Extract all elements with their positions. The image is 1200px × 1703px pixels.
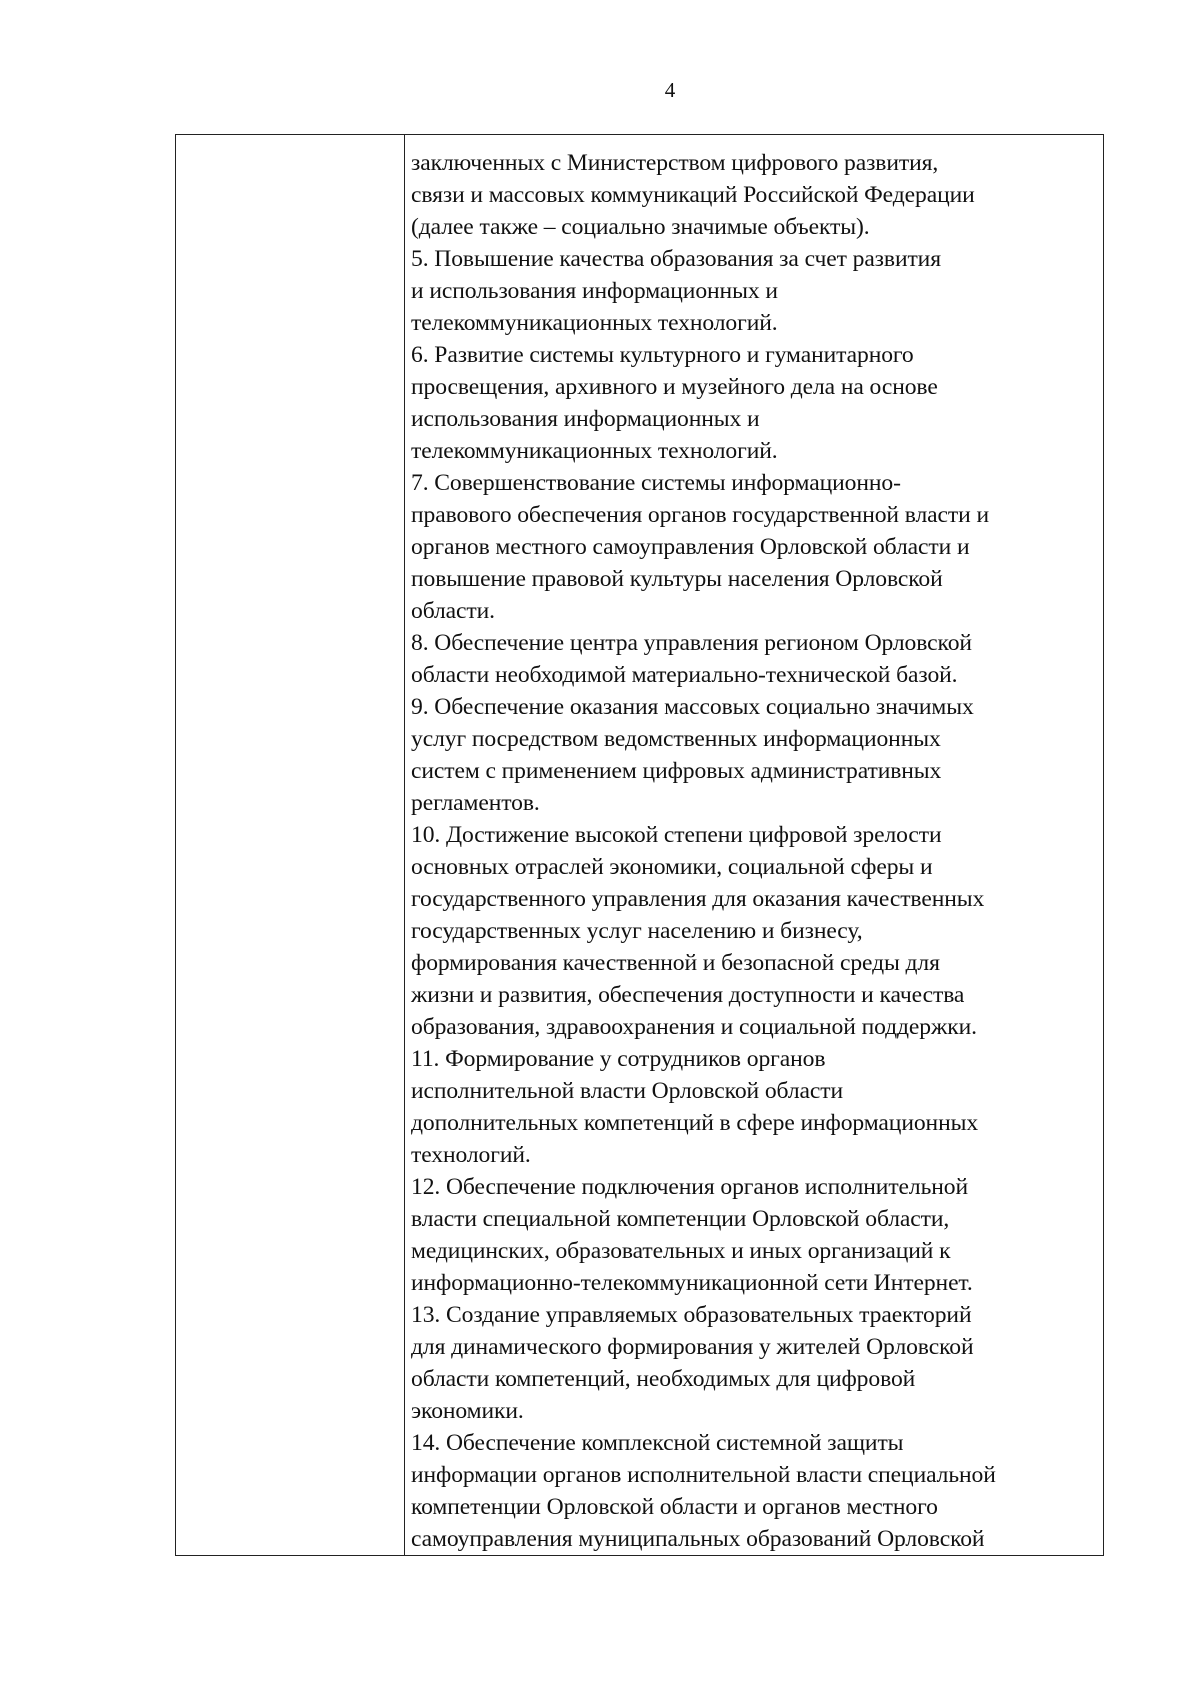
text-line: медицинских, образовательных и иных организаций к: [411, 1238, 951, 1264]
text-line: 5. Повышение качества образования за счет развития: [411, 246, 941, 272]
text-line: 14. Обеспечение комплексной системной защиты: [411, 1430, 904, 1456]
text-line: телекоммуникационных технологий.: [411, 438, 778, 464]
text-line: повышение правовой культуры населения Орловской: [411, 566, 943, 592]
text-line: дополнительных компетенций в сфере информационных: [411, 1110, 979, 1136]
text-line: 13. Создание управляемых образовательных траекторий: [411, 1302, 972, 1328]
text-line: просвещения, архивного и музейного дела на основе: [411, 374, 938, 400]
text-line: жизни и развития, обеспечения доступности и качества: [411, 982, 965, 1008]
text-line: власти специальной компетенции Орловской области,: [411, 1206, 950, 1232]
text-line: 8. Обеспечение центра управления регионом Орловской: [411, 630, 972, 656]
text-line: компетенции Орловской области и органов местного: [411, 1494, 938, 1520]
text-line: технологий.: [411, 1142, 531, 1168]
text-line: 9. Обеспечение оказания массовых социально значимых: [411, 694, 974, 720]
text-line: правового обеспечения органов государственной власти и: [411, 502, 989, 528]
text-line: (далее также – социально значимые объекты).: [411, 214, 870, 240]
text-line: регламентов.: [411, 790, 540, 816]
text-line: заключенных с Министерством цифрового развития,: [411, 150, 939, 176]
text-line: 12. Обеспечение подключения органов исполнительной: [411, 1174, 968, 1200]
text-line: формирования качественной и безопасной среды для: [411, 950, 940, 976]
text-line: государственного управления для оказания качественных: [411, 886, 985, 912]
text-line: для динамического формирования у жителей Орловской: [411, 1334, 974, 1360]
text-line: экономики.: [411, 1398, 524, 1424]
table-right-column: [405, 135, 1103, 1555]
text-line: телекоммуникационных технологий.: [411, 310, 778, 336]
text-line: образования, здравоохранения и социальной поддержки.: [411, 1014, 977, 1040]
text-line: информации органов исполнительной власти специальной: [411, 1462, 996, 1488]
text-line: 11. Формирование у сотрудников органов: [411, 1046, 826, 1072]
text-line: области необходимой материально-технической базой.: [411, 662, 958, 688]
document-table: [175, 134, 1104, 1556]
text-line: самоуправления муниципальных образований Орловской: [411, 1526, 985, 1552]
text-line: услуг посредством ведомственных информационных: [411, 726, 941, 752]
text-line: и использования информационных и: [411, 278, 778, 304]
text-line: исполнительной власти Орловской области: [411, 1078, 844, 1104]
text-line: государственных услуг населению и бизнесу,: [411, 918, 863, 944]
text-line: информационно-телекоммуникационной сети Интернет.: [411, 1270, 973, 1296]
text-line: области.: [411, 598, 495, 624]
table-left-column: [176, 135, 405, 1555]
text-line: 7. Совершенствование системы информационно-: [411, 470, 901, 496]
text-line: основных отраслей экономики, социальной сферы и: [411, 854, 933, 880]
text-line: 10. Достижение высокой степени цифровой зрелости: [411, 822, 942, 848]
text-line: использования информационных и: [411, 406, 760, 432]
text-line: 6. Развитие системы культурного и гуманитарного: [411, 342, 914, 368]
text-line: области компетенций, необходимых для цифровой: [411, 1366, 916, 1392]
text-line: систем с применением цифровых административных: [411, 758, 942, 784]
page-number: 4: [664, 78, 676, 102]
text-line: связи и массовых коммуникаций Российской Федерации: [411, 182, 975, 208]
text-line: органов местного самоуправления Орловской области и: [411, 534, 970, 560]
